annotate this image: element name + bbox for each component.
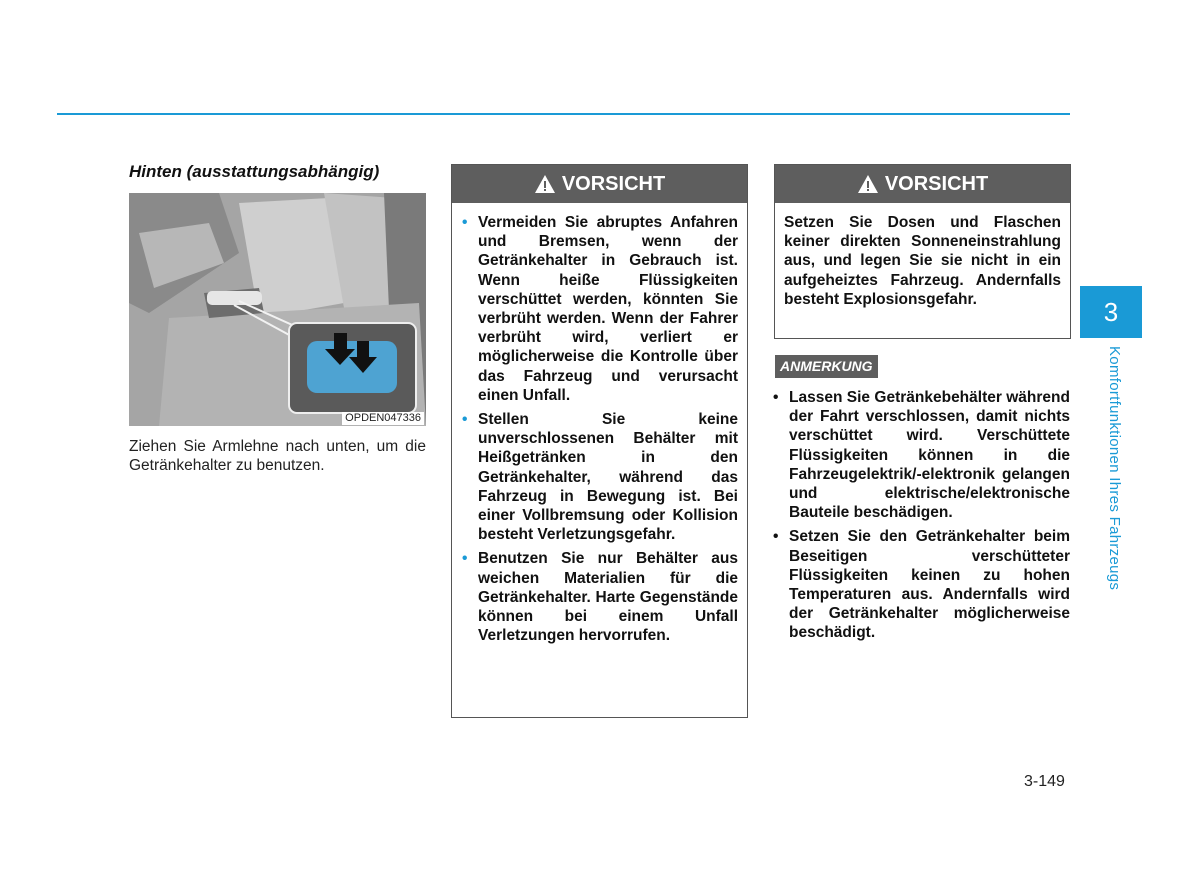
caution-header-right — [775, 165, 1070, 203]
bullet-icon: • — [462, 550, 468, 568]
bullet-icon: • — [773, 389, 779, 406]
note-label: ANMERKUNG — [775, 355, 878, 378]
page-number: 3-149 — [1024, 773, 1065, 790]
caution-box-right — [774, 164, 1071, 339]
caution-box-left — [451, 164, 748, 718]
chapter-number-tab: 3 — [1080, 286, 1142, 338]
caution-list-left — [461, 213, 738, 645]
chapter-title: Komfortfunktionen Ihres Fahrzeugs — [1106, 346, 1123, 591]
list-item: • Stellen Sie keine unverschlossenen Behälter mit Heißgetränken in den Getränkehalter, während das Fahrzeug in Bewegung ist. Bei einer Vollbremsung oder Kollision besteht Verletzungsgefahr. — [462, 411, 738, 544]
rear-seat-illustration — [129, 193, 426, 426]
top-rule — [57, 113, 1070, 115]
bullet-icon: • — [773, 528, 779, 546]
bullet-icon: • — [462, 411, 468, 429]
armrest-photo — [129, 193, 426, 426]
caution-title-left: VORSICHT — [561, 172, 666, 195]
caution-text-right: Setzen Sie Dosen und Flaschen keiner direkten Sonneneinstrahlung aus, und legen Sie sie nicht in ein aufgeheiztes Fahrzeug. Andernfalls besteht Explosionsgefahr. — [784, 214, 1061, 308]
warning-triangle-icon — [857, 174, 879, 194]
image-caption: Ziehen Sie Armlehne nach unten, um die Getränkehalter zu benutzen. — [129, 438, 426, 474]
bullet-icon: • — [462, 214, 468, 231]
list-item: • Setzen Sie den Getränkehalter beim Beseitigen verschütteter Flüssigkeiten keinen zu hohen Temperaturen aus. Andernfalls wird der Getränkehalter möglicherweise beschädigt. — [773, 528, 1070, 642]
list-item: • Benutzen Sie nur Behälter aus weichen Materialien für die Getränkehalter. Harte Gegenstände können bei einem Unfall Verletzungen hervorrufen. — [462, 550, 738, 645]
list-item: • Vermeiden Sie abruptes Anfahren und Bremsen, wenn der Getränkehalter in Gebrauch ist. Wenn heiße Flüssigkeiten verschüttet werden, könnten Sie verbrüht werden. Wenn der Fahrer verbrüht wird, verliert er möglicherweise die Kontrolle über das Fahrzeug und verursacht einen Unfall. — [462, 214, 738, 404]
caution-header-left — [452, 165, 747, 203]
caution-title-right: VORSICHT — [884, 172, 989, 195]
warning-triangle-icon — [534, 174, 556, 194]
section-heading: Hinten (ausstattungsabhängig) — [129, 162, 380, 181]
list-item: • Lassen Sie Getränkebehälter während der Fahrt verschlossen, damit nichts verschüttet wird. Verschüttete Flüssigkeiten können in die Fahrzeugelektrik/-elektronik gelangen und elektrische/elektronische Bauteile beschädigen. — [773, 389, 1070, 522]
note-list — [773, 388, 1070, 648]
image-code: OPDEN047336 — [342, 412, 424, 425]
